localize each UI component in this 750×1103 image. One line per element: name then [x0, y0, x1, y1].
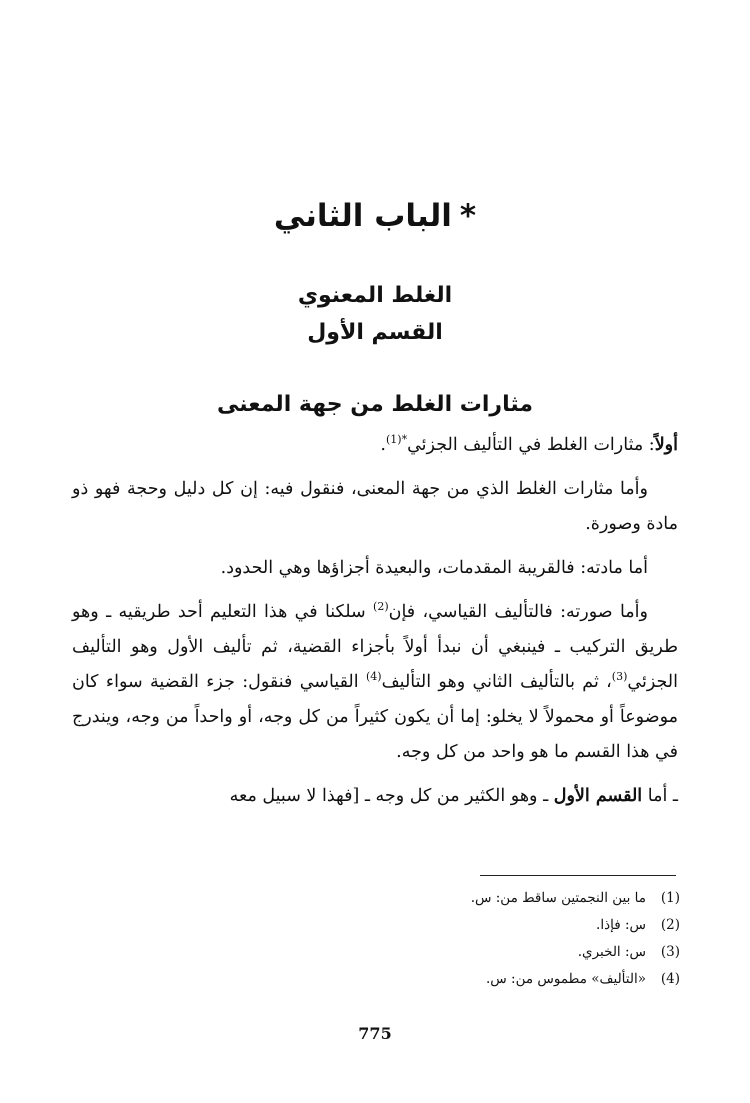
paragraph-first-part-a: ـ أما: [642, 786, 678, 806]
footnote-ref-3: (3): [611, 670, 628, 684]
page-number: 775: [358, 1024, 392, 1043]
footnotes: [200, 885, 680, 993]
footnote-number: (4): [660, 971, 680, 987]
section-title: مثارات الغلط من جهة المعنى: [217, 392, 533, 417]
subtitle-semantic-error: الغلط المعنوي: [297, 283, 453, 308]
paragraph-first-part-b: ـ وهو الكثير من كل وجه ـ [فهذا لا سبيل معه: [229, 786, 554, 806]
paragraph-form-part-b: سلكنا في هذا التعليم أحد طريقيه ـ وهو طريق التركيب ـ فينبغي أن نبدأ أولاً بأجزاء القضية، ثم تأليف الأول وهو التأليف الجزئي: [72, 602, 678, 692]
paragraph-first-end: .: [380, 435, 386, 455]
paragraph-form-part-c: ، ثم بالتأليف الثاني وهو التأليف: [381, 672, 612, 692]
footnote-item: [200, 912, 680, 939]
footnote-ref-4: (4): [365, 670, 382, 684]
subtitle-first-part: القسم الأول: [307, 320, 443, 345]
footnote-number: (2): [660, 917, 680, 933]
footnote-text: س: فإذا.: [596, 917, 646, 933]
paragraph-semantic: وأما مثارات الغلط الذي من جهة المعنى، فنقول فيه: إن كل دليل وحجة فهو ذو مادة وصورة.: [72, 479, 678, 534]
footnote-item: [200, 966, 680, 993]
body-text: [72, 428, 678, 823]
paragraph-first-part: [72, 779, 678, 814]
paragraph-form: [72, 595, 678, 770]
footnote-text: س: الخبري.: [577, 944, 646, 960]
footnote-ref-2: (2): [373, 600, 389, 614]
footnote-number: (3): [660, 944, 680, 960]
chapter-title: [0, 198, 750, 234]
paragraph-form-part-d: القياسي فنقول: جزء القضية سواء كان موضوعاً أو محمولاً لا يخلو: إما أن يكون كثيراً من كل وجه، أو واحداً من وجه، ويندرج في هذا القسم ما هو واحد من كل وجه.: [72, 672, 678, 762]
footnote-divider: [480, 875, 676, 876]
footnote-text: «التأليف» مطموس من: س.: [486, 971, 646, 987]
footnote-item: [200, 885, 680, 912]
footnote-item: [200, 939, 680, 966]
chapter-title-text: الباب الثاني: [273, 198, 452, 234]
paragraph-first-bold: أولاً: [654, 435, 678, 455]
paragraph-form-part-a: وأما صورته: فالتأليف القياسي، فإن: [388, 602, 648, 622]
chapter-star: *: [459, 198, 477, 234]
paragraph-first-part-bold: القسم الأول: [553, 786, 643, 806]
paragraph-matter: أما مادته: فالقريبة المقدمات، والبعيدة أجزاؤها وهي الحدود.: [220, 558, 648, 578]
footnote-ref-1: *(1): [385, 433, 408, 447]
footnote-text: ما بين النجمتين ساقط من: س.: [470, 890, 646, 906]
paragraph-first-text: : مثارات الغلط في التأليف الجزئي: [407, 435, 655, 455]
paragraph-first: [72, 428, 678, 463]
footnote-number: (1): [660, 890, 680, 906]
